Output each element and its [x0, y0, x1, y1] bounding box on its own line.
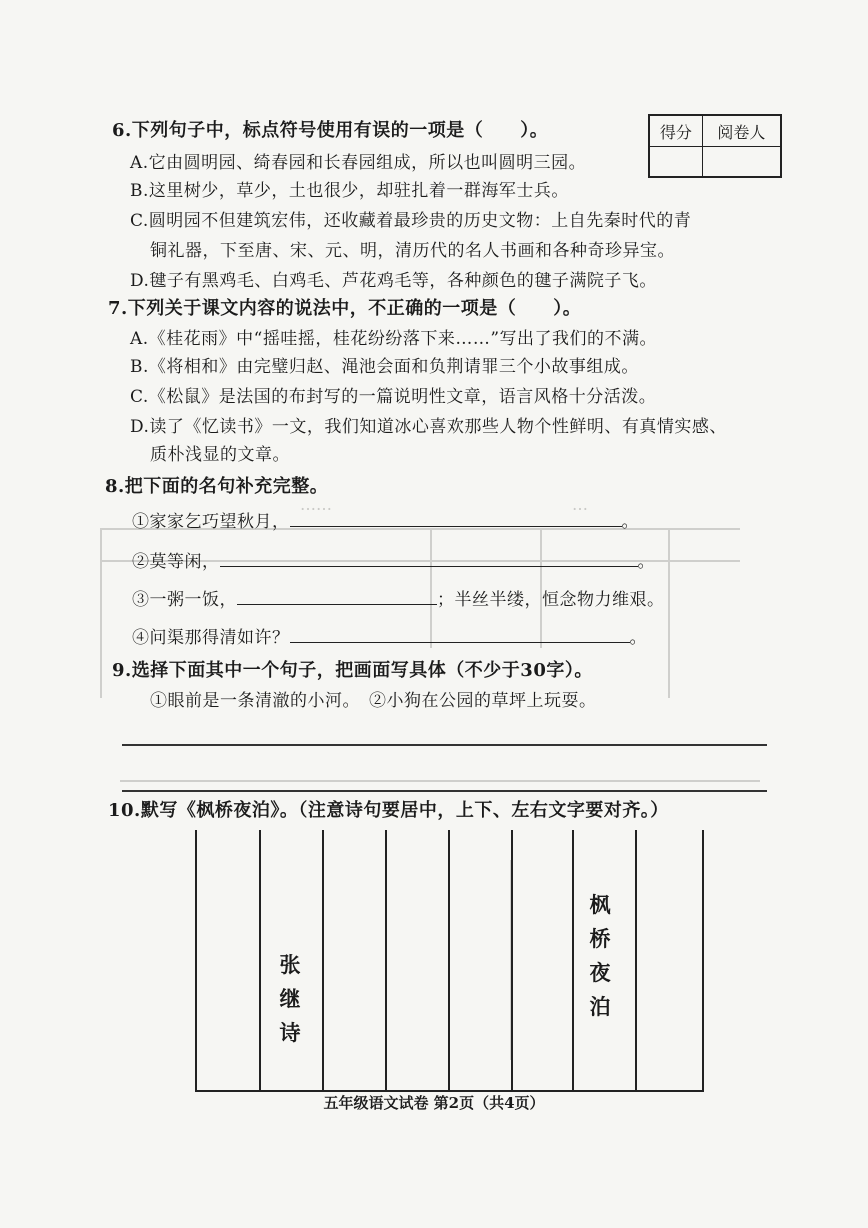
grid-column-divider	[572, 830, 574, 1090]
vertical-char: 张	[279, 952, 301, 977]
bleed-through-line	[668, 528, 670, 698]
reviewer-cell[interactable]	[702, 147, 781, 178]
q8-line-4-prompt: ④问渠那得清如许？	[132, 628, 290, 648]
q8-line-2-prompt: ②莫等闲，	[132, 552, 220, 572]
q8-stem: 8.把下面的名句补充完整。	[105, 476, 329, 497]
score-label: 得分	[649, 115, 702, 147]
q8-line-2-end: 。	[637, 552, 655, 572]
poem-title-vertical	[587, 888, 613, 1024]
q8-line-1-blank[interactable]	[290, 510, 622, 527]
grid-column-divider	[259, 830, 261, 1090]
q6-option-a: A.它由圆明园、绮春园和长春园组成，所以也叫圆明三园。	[130, 153, 587, 173]
q7-option-d-line2: 质朴浅显的文章。	[150, 445, 290, 465]
bleed-through-text: …… …	[300, 495, 589, 514]
vertical-char: 桥	[589, 926, 611, 951]
poem-author-vertical	[277, 948, 303, 1050]
q8-line-1	[132, 510, 639, 533]
vertical-char: 泊	[589, 994, 611, 1019]
q9-answer-line[interactable]	[122, 790, 767, 792]
vertical-char: 夜	[589, 960, 611, 985]
q6-option-b: B.这里树少，草少，土也很少，却驻扎着一群海军士兵。	[130, 181, 569, 201]
bleed-through-line	[120, 780, 760, 782]
grid-column-divider	[322, 830, 324, 1090]
q8-line-4	[132, 626, 647, 649]
q9-options: ①眼前是一条清澈的小河。 ②小狗在公园的草坪上玩耍。	[150, 691, 597, 711]
q6-option-d: D.毽子有黑鸡毛、白鸡毛、芦花鸡毛等，各种颜色的毽子满院子飞。	[130, 271, 657, 291]
q6-option-c-line1: C.圆明园不但建筑宏伟，还收藏着最珍贵的历史文物：上自先秦时代的青	[130, 211, 692, 231]
q8-line-3	[132, 588, 665, 611]
grid-column-divider	[385, 830, 387, 1090]
q9-stem: 9.选择下面其中一个句子，把画面写具体（不少于30字）。	[112, 660, 593, 681]
q6-option-c-line2: 铜礼器，下至唐、宋、元、明，清历代的名人书画和各种奇珍异宝。	[150, 241, 675, 261]
vertical-char: 继	[279, 986, 301, 1011]
page-footer: 五年级语文试卷 第2页（共4页）	[323, 1094, 545, 1112]
reviewer-label: 阅卷人	[702, 115, 781, 147]
q7-stem: 7.下列关于课文内容的说法中，不正确的一项是（ ）。	[108, 298, 582, 319]
bleed-through-line	[100, 528, 102, 698]
q7-option-a: A.《桂花雨》中“摇哇摇，桂花纷纷落下来……”写出了我们的不满。	[130, 329, 658, 349]
q10-stem: 10.默写《枫桥夜泊》。（注意诗句要居中，上下、左右文字要对齐。）	[108, 800, 669, 821]
q7-option-d-line1: D.读了《忆读书》一文，我们知道冰心喜欢那些人物个性鲜明、有真情实感、	[130, 417, 727, 437]
q8-line-1-end: 。	[621, 512, 639, 532]
score-cell[interactable]	[649, 147, 702, 178]
grid-column-divider	[511, 830, 513, 1090]
score-box	[648, 114, 782, 178]
q7-option-b: B.《将相和》由完璧归赵、渑池会面和负荆请罪三个小故事组成。	[130, 357, 639, 377]
poem-writing-grid[interactable]	[195, 830, 704, 1092]
grid-column-divider	[635, 830, 637, 1090]
q7-option-c: C.《松鼠》是法国的布封写的一篇说明性文章，语言风格十分活泼。	[130, 387, 657, 407]
q8-line-4-blank[interactable]	[290, 626, 630, 643]
vertical-char: 诗	[279, 1020, 301, 1045]
q8-line-3-end: ；半丝半缕，恒念物力维艰。	[437, 590, 665, 610]
q8-line-2	[132, 550, 655, 573]
q8-line-1-prompt: ①家家乞巧望秋月，	[132, 512, 290, 532]
q9-answer-line[interactable]	[122, 744, 767, 746]
grid-column-divider	[448, 830, 450, 1090]
q8-line-2-blank[interactable]	[220, 550, 638, 567]
q8-line-3-prompt: ③一粥一饭，	[132, 590, 237, 610]
q6-stem: 6.下列句子中，标点符号使用有误的一项是（ ）。	[112, 120, 549, 141]
q8-line-4-end: 。	[629, 628, 647, 648]
q8-line-3-blank[interactable]	[237, 588, 437, 605]
vertical-char: 枫	[589, 892, 611, 917]
